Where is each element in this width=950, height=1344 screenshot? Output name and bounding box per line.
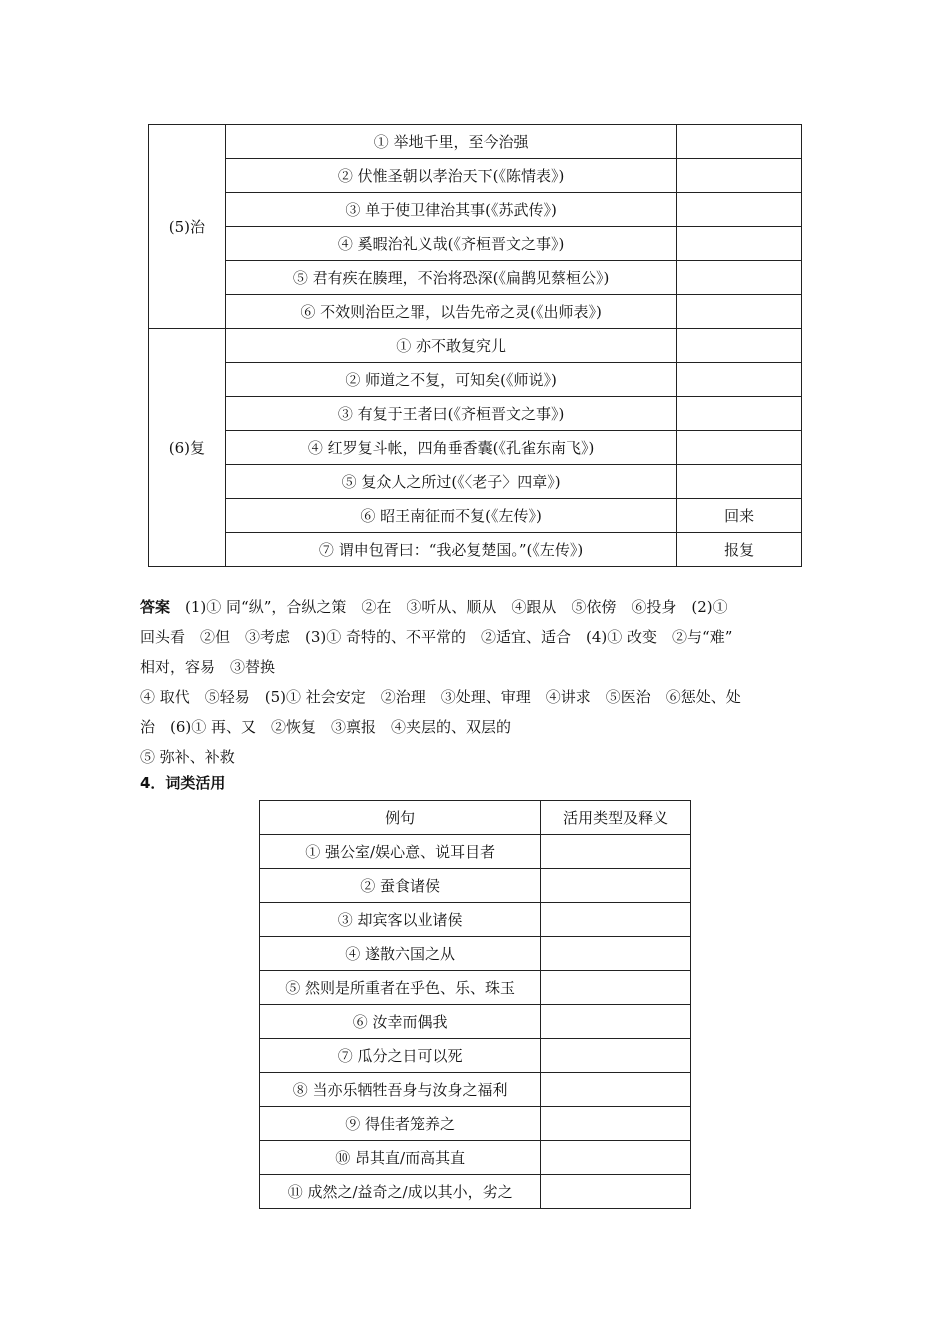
sentence-cell: ④ 红罗复斗帐，四角垂香囊(《孔雀东南飞》) xyxy=(225,431,677,465)
meaning-cell xyxy=(677,363,802,397)
answer-label: 答案 xyxy=(140,598,171,616)
answer-text: (1)① 同“纵”，合纵之策 ②在 ③听从、顺从 ④跟从 ⑤依傍 ⑥投身 (2)① xyxy=(185,598,728,616)
sentence-cell: ① 亦不敢复究儿 xyxy=(225,329,677,363)
table-row xyxy=(260,971,691,1005)
example-cell: ④ 遂散六国之从 xyxy=(260,937,541,971)
meaning-cell xyxy=(677,159,802,193)
word-meaning-table xyxy=(148,124,802,567)
example-cell: ⑦ 瓜分之日可以死 xyxy=(260,1039,541,1073)
answer-line: ⑤ 弥补、补救 xyxy=(140,748,235,766)
table-row xyxy=(149,159,802,193)
table-row xyxy=(149,329,802,363)
word-usage-table xyxy=(259,800,691,1209)
table-row xyxy=(149,533,802,567)
example-cell: ⑩ 昂其直/而高其直 xyxy=(260,1141,541,1175)
table-row xyxy=(260,1073,691,1107)
usage-cell xyxy=(541,1005,691,1039)
usage-cell xyxy=(541,937,691,971)
sentence-cell: ② 伏惟圣朝以孝治天下(《陈情表》) xyxy=(225,159,677,193)
sentence-cell: ① 举地千里，至今治强 xyxy=(225,125,677,159)
sentence-cell: ② 师道之不复，可知矣(《师说》) xyxy=(225,363,677,397)
meaning-cell xyxy=(677,261,802,295)
meaning-cell: 回来 xyxy=(677,499,802,533)
meaning-cell xyxy=(677,397,802,431)
usage-cell xyxy=(541,971,691,1005)
answer-block xyxy=(140,592,812,772)
answer-line: 回头看 ②但 ③考虑 (3)① 奇特的、不平常的 ②适宜、适合 (4)① 改变 ②与“难” xyxy=(140,628,733,646)
table-row xyxy=(260,1107,691,1141)
word-cell: (6)复 xyxy=(149,329,226,567)
table-row xyxy=(149,465,802,499)
sentence-cell: ⑥ 不效则治臣之罪，以告先帝之灵(《出师表》) xyxy=(225,295,677,329)
column-header: 活用类型及释义 xyxy=(541,801,691,835)
table-row xyxy=(260,1175,691,1209)
meaning-cell xyxy=(677,193,802,227)
meaning-cell xyxy=(677,125,802,159)
answer-line: 相对，容易 ③替换 xyxy=(140,658,276,676)
meaning-cell xyxy=(677,329,802,363)
meaning-cell xyxy=(677,295,802,329)
word-cell: (5)治 xyxy=(149,125,226,329)
column-header: 例句 xyxy=(260,801,541,835)
sentence-cell: ⑤ 君有疾在腠理，不治将恐深(《扁鹊见蔡桓公》) xyxy=(225,261,677,295)
usage-cell xyxy=(541,835,691,869)
table-row xyxy=(260,869,691,903)
table-row xyxy=(260,1039,691,1073)
sentence-cell: ⑥ 昭王南征而不复(《左传》) xyxy=(225,499,677,533)
usage-cell xyxy=(541,1073,691,1107)
table-row xyxy=(149,363,802,397)
table-row xyxy=(260,903,691,937)
example-cell: ⑪ 成然之/益奇之/成以其小，劣之 xyxy=(260,1175,541,1209)
example-cell: ① 强公室/娱心意、说耳目者 xyxy=(260,835,541,869)
usage-cell xyxy=(541,1107,691,1141)
section-title: 4．词类活用 xyxy=(140,774,226,792)
sentence-cell: ④ 奚暇治礼义哉(《齐桓晋文之事》) xyxy=(225,227,677,261)
example-cell: ⑨ 得佳者笼养之 xyxy=(260,1107,541,1141)
sentence-cell: ③ 单于使卫律治其事(《苏武传》) xyxy=(225,193,677,227)
meaning-cell xyxy=(677,465,802,499)
answer-line: ④ 取代 ⑤轻易 (5)① 社会安定 ②治理 ③处理、审理 ④讲求 ⑤医治 ⑥惩处、处 xyxy=(140,688,741,706)
sentence-cell: ⑦ 谓申包胥曰：“我必复楚国。”(《左传》) xyxy=(225,533,677,567)
table-row xyxy=(149,499,802,533)
meaning-cell: 报复 xyxy=(677,533,802,567)
example-cell: ⑤ 然则是所重者在乎色、乐、珠玉 xyxy=(260,971,541,1005)
table-row xyxy=(260,937,691,971)
usage-cell xyxy=(541,903,691,937)
table-row xyxy=(149,295,802,329)
table-row xyxy=(149,227,802,261)
table-header-row xyxy=(260,801,691,835)
usage-cell xyxy=(541,1039,691,1073)
example-cell: ③ 却宾客以业诸侯 xyxy=(260,903,541,937)
answer-line: 治 (6)① 再、又 ②恢复 ③禀报 ④夹层的、双层的 xyxy=(140,718,512,736)
table-row xyxy=(149,125,802,159)
answer-line xyxy=(140,592,812,622)
sentence-cell: ⑤ 复众人之所过(《〈老子〉四章》) xyxy=(225,465,677,499)
sentence-cell: ③ 有复于王者曰(《齐桓晋文之事》) xyxy=(225,397,677,431)
table-row xyxy=(260,1141,691,1175)
meaning-cell xyxy=(677,227,802,261)
table-row xyxy=(260,835,691,869)
example-cell: ② 蚕食诸侯 xyxy=(260,869,541,903)
table-row xyxy=(149,431,802,465)
table-row xyxy=(149,261,802,295)
example-cell: ⑥ 汝幸而偶我 xyxy=(260,1005,541,1039)
table-row xyxy=(260,1005,691,1039)
usage-cell xyxy=(541,1175,691,1209)
meaning-cell xyxy=(677,431,802,465)
usage-cell xyxy=(541,1141,691,1175)
example-cell: ⑧ 当亦乐牺牲吾身与汝身之福利 xyxy=(260,1073,541,1107)
usage-cell xyxy=(541,869,691,903)
table-row xyxy=(149,193,802,227)
table-row xyxy=(149,397,802,431)
